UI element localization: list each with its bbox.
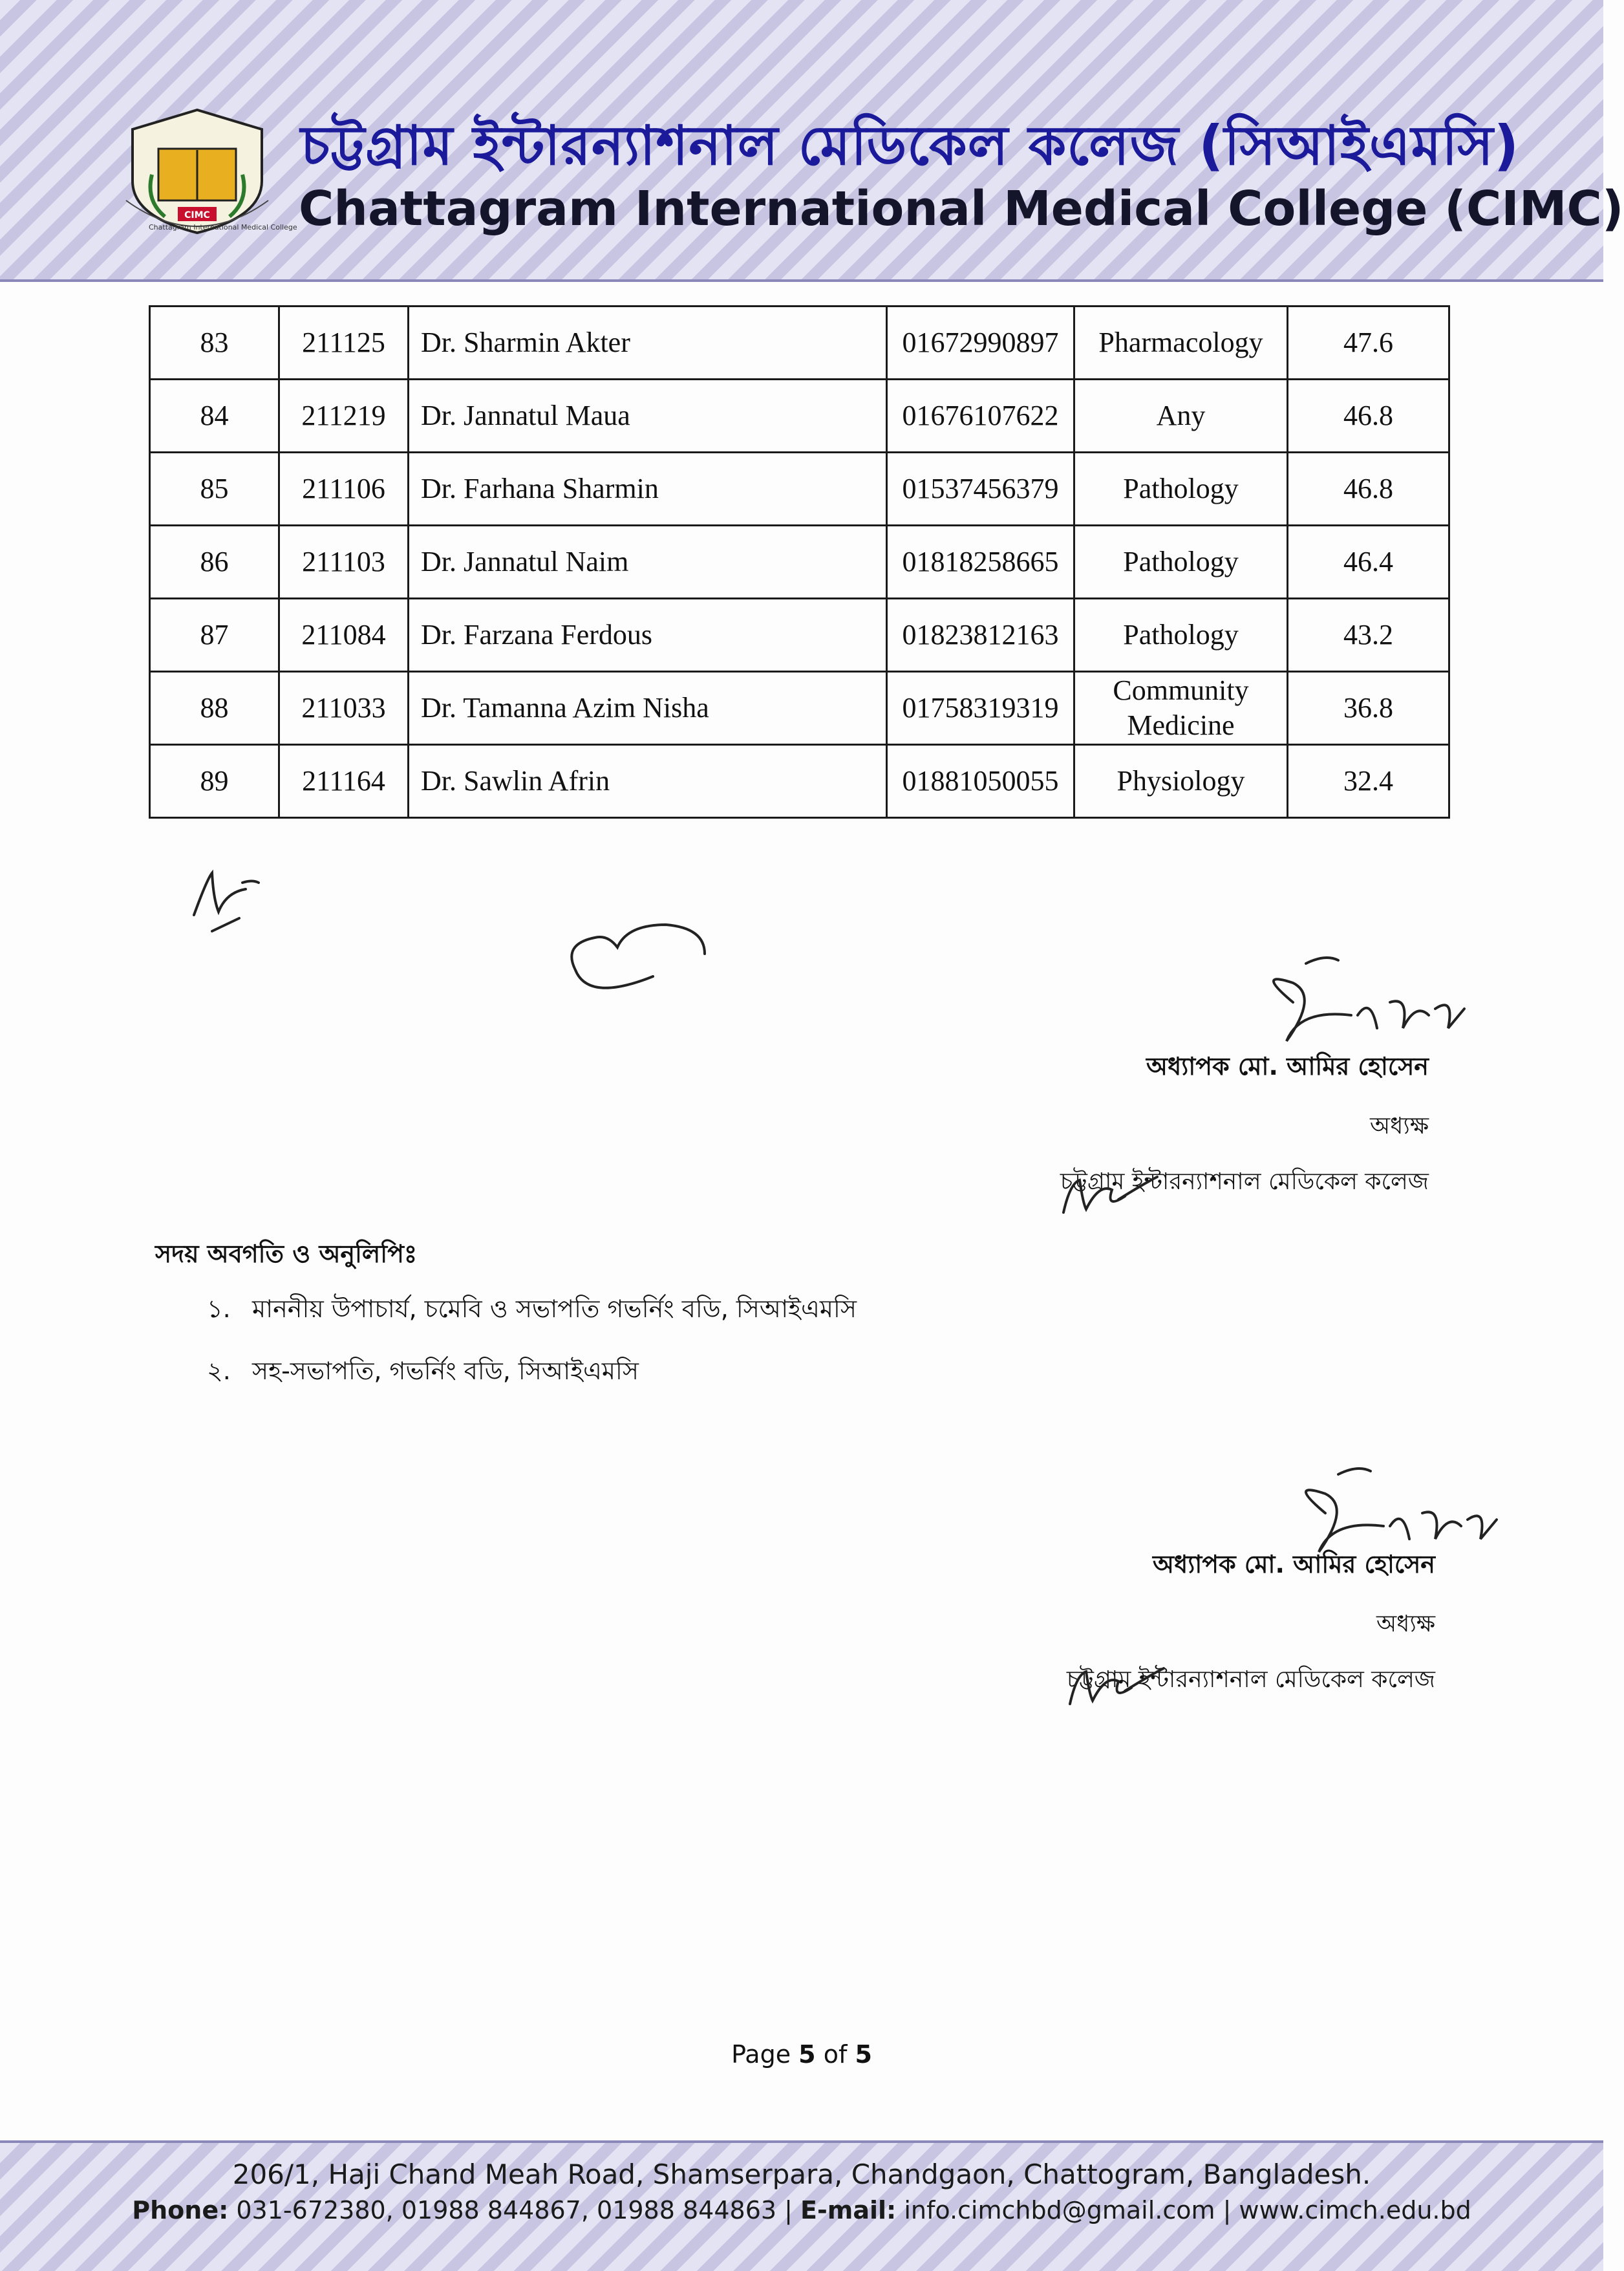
- footer-contact: Phone: 031-672380, 01988 844867, 01988 844863 | E-mail: info.cimchbd@gmail.com | www.cimch.edu.bd: [132, 2196, 1471, 2224]
- serial-cell: 89: [150, 745, 279, 818]
- loop-signature: [556, 905, 711, 1002]
- score-cell: 43.2: [1288, 599, 1449, 672]
- table-row: [150, 307, 1449, 380]
- serial-cell: 84: [150, 380, 279, 453]
- table-row: [150, 672, 1449, 745]
- name-cell: Dr. Sharmin Akter: [409, 307, 887, 380]
- initial-signature-1: [1054, 1164, 1164, 1222]
- table-row: [150, 599, 1449, 672]
- subject-cell: Any: [1074, 380, 1288, 453]
- name-cell: Dr. Farhana Sharmin: [409, 453, 887, 526]
- phone-cell: 01758319319: [887, 672, 1074, 745]
- subject-cell: Pathology: [1074, 453, 1288, 526]
- name-cell: Dr. Tamanna Azim Nisha: [409, 672, 887, 745]
- phone-cell: 01818258665: [887, 526, 1074, 599]
- score-cell: 46.8: [1288, 453, 1449, 526]
- footer: [0, 2157, 1603, 2228]
- serial-cell: 87: [150, 599, 279, 672]
- name-cell: Dr. Jannatul Maua: [409, 380, 887, 453]
- subject-cell: Community Medicine: [1074, 672, 1288, 745]
- table-row: [150, 745, 1449, 818]
- roll-cell: 211103: [279, 526, 409, 599]
- score-cell: 36.8: [1288, 672, 1449, 745]
- serial-cell: 85: [150, 453, 279, 526]
- phone-cell: 01881050055: [887, 745, 1074, 818]
- svg-text:CIMC: CIMC: [184, 210, 210, 221]
- page-number: Page 5 of 5: [731, 2040, 872, 2069]
- score-cell: 47.6: [1288, 307, 1449, 380]
- subject-cell: Pathology: [1074, 599, 1288, 672]
- table-row: [150, 380, 1449, 453]
- footer-email-link[interactable]: info.cimchbd@gmail.com: [904, 2196, 1215, 2224]
- signatory-name: অধ্যাপক মো. আমির হোসেন: [1146, 1052, 1429, 1081]
- serial-cell: 88: [150, 672, 279, 745]
- merit-list-table: [149, 305, 1450, 819]
- subject-cell: Pathology: [1074, 526, 1288, 599]
- phone-cell: 01823812163: [887, 599, 1074, 672]
- score-cell: 46.8: [1288, 380, 1449, 453]
- serial-cell: 83: [150, 307, 279, 380]
- name-cell: Dr. Farzana Ferdous: [409, 599, 887, 672]
- footer-website-link[interactable]: www.cimch.edu.bd: [1239, 2196, 1471, 2224]
- svg-text:Chattagram International Medic: Chattagram International Medical College: [149, 223, 297, 231]
- cc-item: ১. মাননীয় উপাচার্য, চমেবি ও সভাপতি গভর্নিং বডি, সিআইএমসি: [207, 1295, 857, 1323]
- initial-signature-2: [1060, 1655, 1170, 1714]
- score-cell: 46.4: [1288, 526, 1449, 599]
- initial-signature: [181, 854, 272, 951]
- phone-cell: 01672990897: [887, 307, 1074, 380]
- roll-cell: 211084: [279, 599, 409, 672]
- table-row: [150, 453, 1449, 526]
- phone-cell: 01676107622: [887, 380, 1074, 453]
- college-title-bangla: চট্টগ্রাম ইন্টারন্যাশনাল মেডিকেল কলেজ (সিআইএমসি): [301, 114, 1520, 177]
- roll-cell: 211219: [279, 380, 409, 453]
- subject-cell: Physiology: [1074, 745, 1288, 818]
- footer-phone: 031-672380, 01988 844867, 01988 844863: [236, 2196, 777, 2224]
- roll-cell: 211106: [279, 453, 409, 526]
- signatory-institution: চট্টগ্রাম ইন্টারন্যাশনাল মেডিকেল কলেজ: [1066, 1666, 1435, 1693]
- signatory-role: অধ্যক্ষ: [1370, 1113, 1429, 1139]
- footer-address: 206/1, Haji Chand Meah Road, Shamserpara, Chandgaon, Chattogram, Bangladesh.: [232, 2158, 1371, 2190]
- cc-title: সদয় অবগতি ও অনুলিপিঃ: [155, 1240, 418, 1268]
- signatory-role: অধ্যক্ষ: [1376, 1611, 1435, 1637]
- college-title-english: Chattagram International Medical College (CIMC): [299, 181, 1624, 237]
- name-cell: Dr. Sawlin Afrin: [409, 745, 887, 818]
- table-row: [150, 526, 1449, 599]
- name-cell: Dr. Jannatul Naim: [409, 526, 887, 599]
- roll-cell: 211164: [279, 745, 409, 818]
- cc-list: [207, 1290, 857, 1414]
- roll-cell: 211033: [279, 672, 409, 745]
- score-cell: 32.4: [1288, 745, 1449, 818]
- cc-item: ২. সহ-সভাপতি, গভর্নিং বডি, সিআইএমসি: [207, 1357, 639, 1385]
- signatory-institution: চট্টগ্রাম ইন্টারন্যাশনাল মেডিকেল কলেজ: [1060, 1168, 1429, 1195]
- roll-cell: 211125: [279, 307, 409, 380]
- phone-cell: 01537456379: [887, 453, 1074, 526]
- subject-cell: Pharmacology: [1074, 307, 1288, 380]
- college-logo: [113, 103, 297, 239]
- signatory-name: অধ্যাপক মো. আমির হোসেন: [1153, 1550, 1435, 1578]
- serial-cell: 86: [150, 526, 279, 599]
